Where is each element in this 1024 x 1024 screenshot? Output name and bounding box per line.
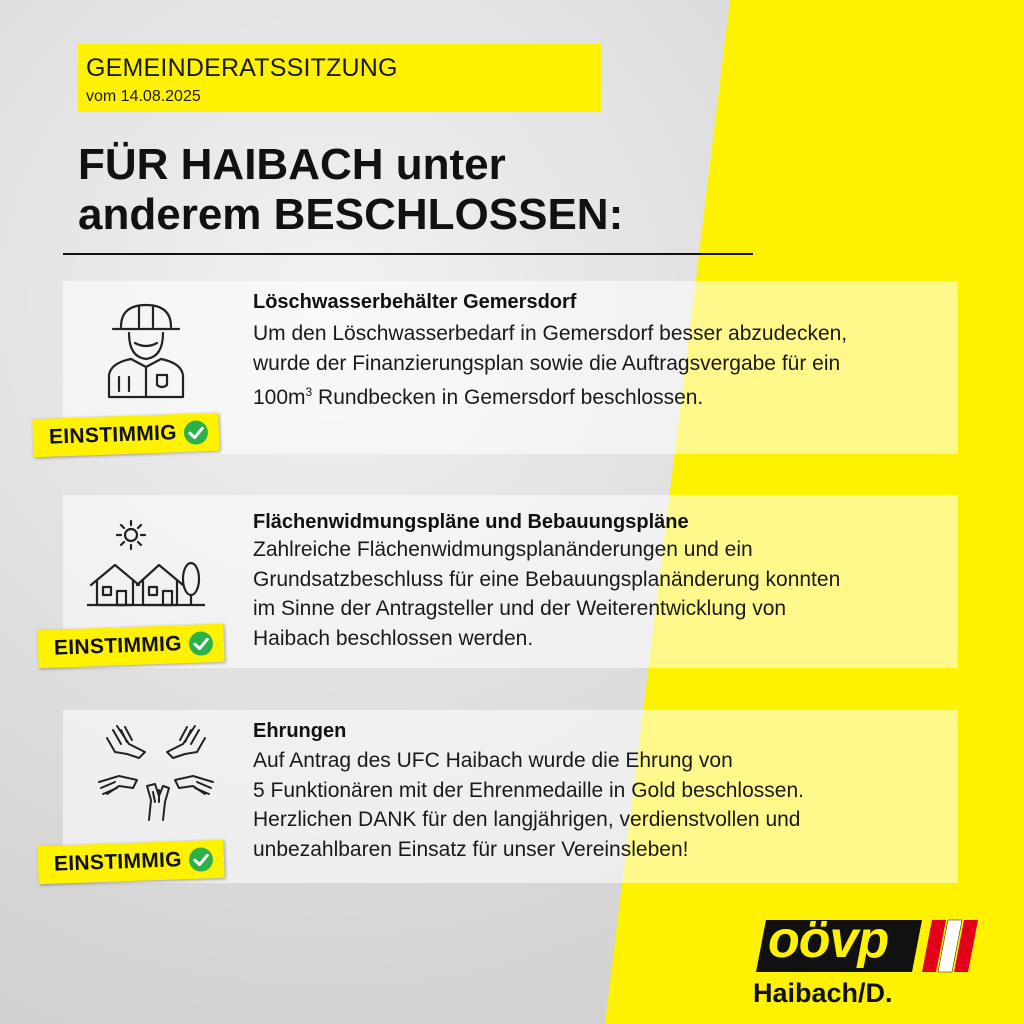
logo-brand: oövp: [768, 911, 889, 969]
header-title: GEMEINDERATSSITZUNG: [86, 54, 398, 82]
headline-line-2: anderem BESCHLOSSEN:: [78, 190, 624, 239]
card-1-text: [253, 319, 847, 413]
card-2-line-1: Zahlreiche Flächenwidmungsplanänderungen und ein: [253, 538, 753, 561]
card-2-line-4: Haibach beschlossen werden.: [253, 626, 534, 650]
hands-circle-icon: [97, 722, 215, 822]
card-2-line-2: Grundsatzbeschluss für eine Bebauungsplanänderung konnten: [253, 567, 841, 591]
card-1-line-3-pre: 100m: [253, 386, 306, 409]
card-1-line-3-sup: 3: [305, 385, 313, 399]
card-3-line-4: unbezahlbaren Einsatz für unser Vereinsleben!: [253, 837, 689, 861]
card-3-line-1: Auf Antrag des UFC Haibach wurde die Ehrung von: [253, 749, 733, 772]
card-1-line-2: wurde der Finanzierungsplan sowie die Auftragsvergabe für ein: [253, 351, 841, 375]
card-2-text: [253, 535, 840, 653]
badge-label: EINSTIMMIG: [53, 848, 183, 876]
check-circle-icon: [187, 630, 214, 657]
card-1-line-1: Um den Löschwasserbedarf in Gemersdorf besser abzudecken,: [253, 322, 848, 345]
card-3-line-2: 5 Funktionären mit der Ehrenmedaille in Gold beschlossen.: [253, 778, 804, 802]
header-date: vom 14.08.2025: [86, 88, 201, 105]
headline-line-1: FÜR HAIBACH unter: [78, 140, 506, 189]
check-circle-icon: [182, 419, 209, 446]
card-3-line-3: Herzlichen DANK für den langjährigen, verdienstvollen und: [253, 808, 801, 831]
firefighter-icon: [101, 299, 191, 399]
houses-sun-icon: [87, 517, 205, 609]
card-2-line-3: im Sinne der Antragsteller und der Weiterentwicklung von: [253, 597, 787, 620]
badge-einstimmig-1: [32, 413, 219, 457]
card-3-title: Ehrungen: [253, 720, 347, 742]
card-2-title: Flächenwidmungspläne und Bebauungspläne: [253, 511, 689, 533]
badge-einstimmig-2: [37, 624, 224, 668]
divider: [63, 253, 753, 255]
logo-location: Haibach/D.: [753, 978, 893, 1008]
badge-label: EINSTIMMIG: [53, 632, 183, 660]
card-3-text: [253, 746, 804, 864]
card-1-line-3-post: Rundbecken in Gemersdorf beschlossen.: [312, 386, 704, 409]
badge-einstimmig-3: [37, 840, 224, 884]
card-1-line-3: [253, 378, 847, 413]
header-box: [78, 44, 601, 112]
badge-label: EINSTIMMIG: [48, 421, 178, 449]
check-circle-icon: [187, 846, 214, 873]
card-1-title: Löschwasserbehälter Gemersdorf: [253, 291, 577, 313]
headline: [78, 140, 623, 240]
